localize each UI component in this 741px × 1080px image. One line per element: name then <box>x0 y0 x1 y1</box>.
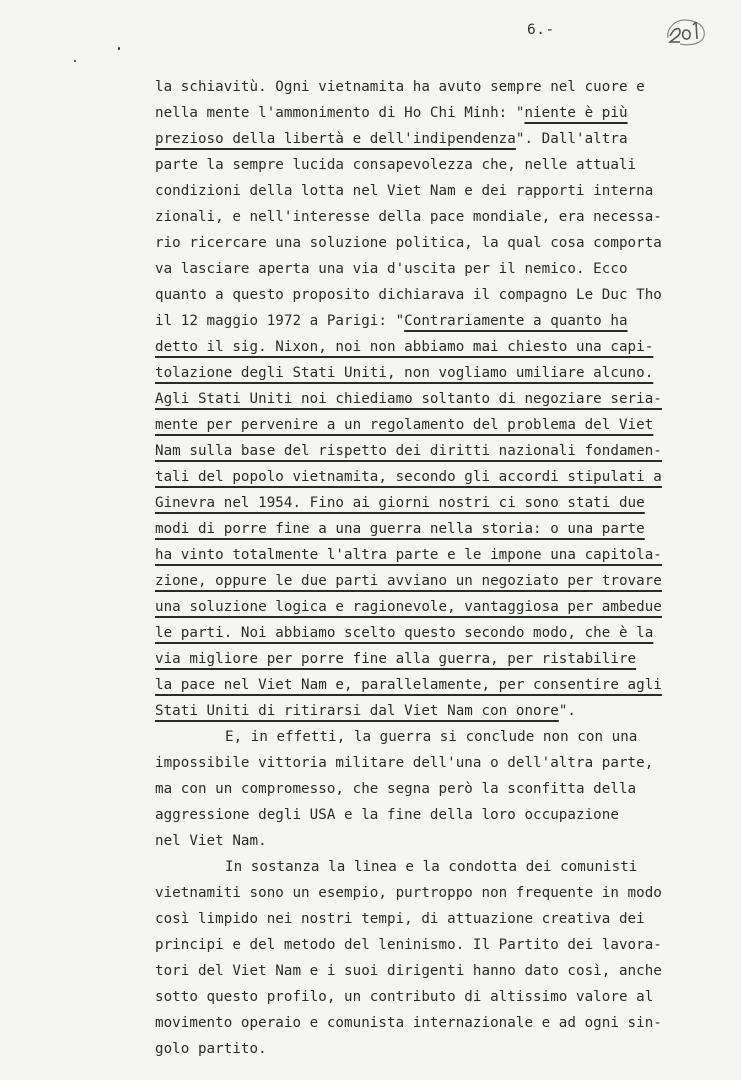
underlined-quote-text: mente per pervenire a un regolamento del problema del Viet <box>155 417 654 433</box>
line-text: quanto a questo proposito dichiarava il compagno Le Duc Tho <box>155 287 662 303</box>
body-text <box>155 74 695 1062</box>
line-text: sotto questo profilo, un contributo di altissimo valore al <box>155 989 654 1005</box>
text-line <box>155 152 695 178</box>
line-text: il 12 maggio 1972 a Parigi: " <box>155 313 405 329</box>
text-line <box>155 776 695 802</box>
underlined-quote-text: Stati Uniti di ritirarsi dal Viet Nam con onore <box>155 703 559 719</box>
text-line <box>155 490 695 516</box>
text-line <box>155 828 695 854</box>
text-line <box>155 412 695 438</box>
text-line <box>155 958 695 984</box>
paragraph-conclusion <box>155 724 695 854</box>
line-text: golo partito. <box>155 1041 267 1057</box>
text-line <box>155 984 695 1010</box>
line-text: nel Viet Nam. <box>155 833 267 849</box>
text-line <box>155 802 695 828</box>
line-text: rio ricercare una soluzione politica, la qual cosa comporta <box>155 235 662 251</box>
text-line <box>155 542 695 568</box>
underlined-quote-text: Contrariamente a quanto ha <box>404 313 628 329</box>
text-line <box>155 74 695 100</box>
text-line <box>155 386 695 412</box>
scan-speck <box>74 60 76 62</box>
underlined-quote-text: Agli Stati Uniti noi chiediamo soltanto di negoziare seria- <box>155 391 662 407</box>
line-text: principi e del metodo del leninismo. Il Partito dei lavora- <box>155 937 662 953</box>
text-line <box>155 594 695 620</box>
text-line <box>155 100 695 126</box>
line-text: ". Dall'altra <box>515 131 628 147</box>
underlined-quote-text: le parti. Noi abbiamo scelto questo secondo modo, che è la <box>155 625 654 641</box>
underlined-quote-text: niente è più <box>524 105 628 121</box>
underlined-quote-text: via migliore per porre fine alla guerra, per ristabilire <box>155 651 637 667</box>
underlined-quote-text: prezioso della libertà e dell'indipendenza <box>155 131 516 147</box>
text-line <box>155 698 695 724</box>
text-line <box>155 568 695 594</box>
line-text: movimento operaio e comunista internazionale e ad ogni sin- <box>155 1015 662 1031</box>
line-text: vietnamiti sono un esempio, purtroppo non frequente in modo <box>155 885 662 901</box>
text-line <box>155 750 695 776</box>
line-text: la schiavitù. Ogni vietnamita ha avuto sempre nel cuore e <box>155 79 645 95</box>
text-line <box>155 126 695 152</box>
line-text: impossibile vittoria militare dell'una o dell'altra parte, <box>155 755 654 771</box>
text-line <box>155 724 695 750</box>
text-line <box>155 1036 695 1062</box>
handwritten-archive-number <box>662 8 710 50</box>
text-line <box>155 1010 695 1036</box>
line-text: parte la sempre lucida consapevolezza che, nelle attuali <box>155 157 637 173</box>
text-line <box>155 620 695 646</box>
text-line <box>155 854 695 880</box>
paragraph-summary <box>155 854 695 1062</box>
line-text: così limpido nei nostri tempi, di attuazione creativa dei <box>155 911 645 927</box>
text-line <box>155 646 695 672</box>
line-text: aggressione degli USA e la fine della loro occupazione <box>155 807 619 823</box>
archive-number-handwriting-icon <box>662 8 710 50</box>
underlined-quote-text: zione, oppure le due parti avviano un negoziato per trovare <box>155 573 662 589</box>
line-text: zionali, e nell'interesse della pace mondiale, era necessa- <box>155 209 662 225</box>
line-text: va lasciare aperta una via d'uscita per il nemico. Ecco <box>155 261 628 277</box>
underlined-quote-text: Ginevra nel 1954. Fino ai giorni nostri ci sono stati due <box>155 495 645 511</box>
text-line <box>155 672 695 698</box>
text-line <box>155 360 695 386</box>
line-text: E, in effetti, la guerra si conclude non con una <box>225 729 638 745</box>
line-text: tori del Viet Nam e i suoi dirigenti hanno dato così, anche <box>155 963 662 979</box>
text-line <box>155 438 695 464</box>
scan-speck <box>118 47 120 50</box>
text-line <box>155 204 695 230</box>
line-text: ". <box>558 703 576 719</box>
underlined-quote-text: ha vinto totalmente l'altra parte e le impone una capitola- <box>155 547 662 563</box>
text-line <box>155 256 695 282</box>
underlined-quote-text: Nam sulla base del rispetto dei diritti nazionali fondamen- <box>155 443 662 459</box>
paragraph-quote <box>155 74 695 724</box>
text-line <box>155 334 695 360</box>
underlined-quote-text: una soluzione logica e ragionevole, vantaggiosa per ambedue <box>155 599 662 615</box>
text-line <box>155 230 695 256</box>
line-text: ma con un compromesso, che segna però la sconfitta della <box>155 781 637 797</box>
underlined-quote-text: tolazione degli Stati Uniti, non vogliamo umiliare alcuno. <box>155 365 654 381</box>
underlined-quote-text: tali del popolo vietnamita, secondo gli accordi stipulati a <box>155 469 662 485</box>
line-text: nella mente l'ammonimento di Ho Chi Minh: " <box>155 105 525 121</box>
text-line <box>155 308 695 334</box>
text-line <box>155 906 695 932</box>
text-line <box>155 516 695 542</box>
underlined-quote-text: modi di porre fine a una guerra nella storia: o una parte <box>155 521 645 537</box>
underlined-quote-text: detto il sig. Nixon, noi non abbiamo mai chiesto una capi- <box>155 339 654 355</box>
text-line <box>155 932 695 958</box>
text-line <box>155 282 695 308</box>
text-line <box>155 464 695 490</box>
line-text: condizioni della lotta nel Viet Nam e dei rapporti interna <box>155 183 654 199</box>
text-line <box>155 880 695 906</box>
text-line <box>155 178 695 204</box>
page-number: 6.- <box>527 22 555 38</box>
underlined-quote-text: la pace nel Viet Nam e, parallelamente, per consentire agli <box>155 677 662 693</box>
line-text: In sostanza la linea e la condotta dei comunisti <box>225 859 638 875</box>
